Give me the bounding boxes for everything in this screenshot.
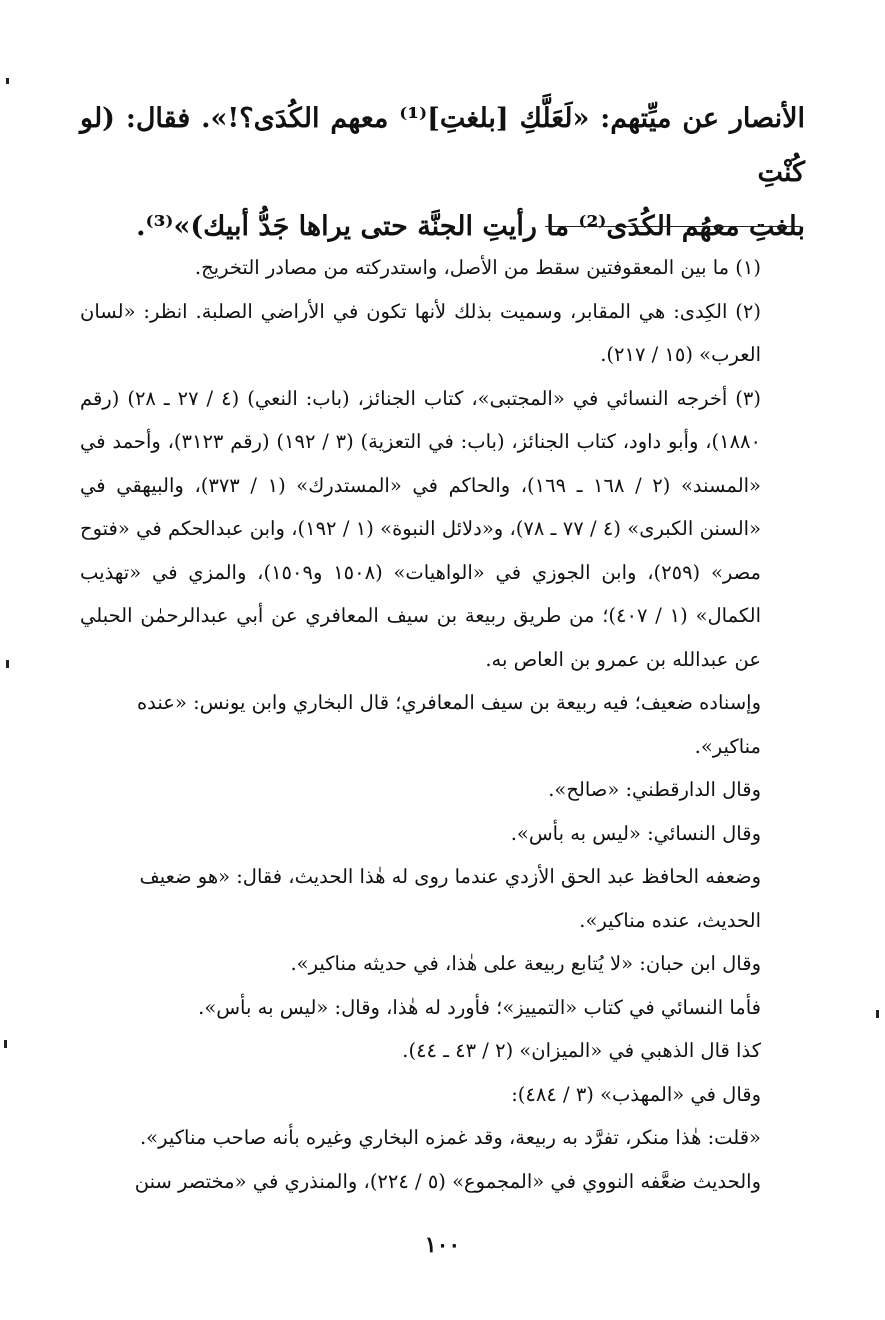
margin-mark	[6, 660, 9, 668]
footnote-paragraph: «قلت: هٰذا منكر، تفرَّد به ربيعة، وقد غمزه البخاري وغيره بأنه صاحب مناكير».	[139, 1126, 761, 1149]
main-line-1: الأنصار عن ميِّتهم: «لَعَلَّكِ [بلغتِ]⁽¹⁾ معهم الكُدَى؟!». فقال: (لو كُنْتِ	[80, 103, 805, 188]
footnote-paragraph: فأما النسائي في كتاب «التمييز»؛ فأورد له هٰذا، وقال: «ليس به بأس».	[198, 995, 761, 1019]
footnote-paragraph: وقال في «المهذب» (٣ / ٤٨٤):	[511, 1082, 761, 1106]
footnote-1: (١) ما بين المعقوفتين سقط من الأصل، واستدركته من مصادر التخريج.	[194, 256, 761, 279]
footnote-paragraph: وضعفه الحافظ عبد الحق الأزدي عندما روى له هٰذا الحديث، فقال: «هو ضعيف الحديث، عنده مناكير».	[139, 865, 761, 932]
footnote-paragraph: والحديث ضعَّفه النووي في «المجموع» (٥ / ٢٢٤)، والمنذري في «مختصر سنن	[134, 1169, 761, 1193]
footnote-paragraph: كذا قال الذهبي في «الميزان» (٢ / ٤٣ ـ ٤٤).	[402, 1039, 761, 1062]
main-body-text	[80, 92, 805, 254]
footnotes-section	[80, 246, 801, 1203]
footnote-2: (٢) الكِدى: هي المقابر، وسميت بذلك لأنها تكون في الأراضي الصلبة. انظر: «لسان العرب» (١٥ / ٢١٧).	[80, 299, 761, 366]
footnote-paragraph: وقال النسائي: «ليس به بأس».	[510, 821, 761, 845]
margin-mark	[876, 1010, 879, 1018]
footnote-paragraph: وقال الدارقطني: «صالح».	[548, 778, 761, 801]
page-number: ١٠٠	[424, 1232, 461, 1258]
margin-mark	[6, 78, 9, 84]
footnote-paragraph: وإسناده ضعيف؛ فيه ربيعة بن سيف المعافري؛ قال البخاري وابن يونس: «عنده مناكير».	[136, 691, 761, 758]
margin-mark	[4, 1040, 7, 1048]
main-line-2: بلغتِ معهُم الكُدَى⁽²⁾ ما رأيتِ الجنَّة حتى يراها جَدُّ أبيك)»⁽³⁾.	[136, 211, 805, 242]
footnote-3: (٣) أخرجه النسائي في «المجتبى»، كتاب الجنائز، (باب: النعي) (٤ / ٢٧ ـ ٢٨) (رقم ١٨٨٠)، وأبو داود، كتاب الجنائز، (باب: في التعزية) (٣ / ١٩٢) (رقم ٣١٢٣)، وأحمد في «المسند» (٢ / ١٦٨ ـ ١٦٩)، والحاكم في «المستدرك» (١ / ٣٧٣)، والبيهقي في «السنن الكبرى» (٤ / ٧٧ ـ ٧٨)، و«دلائل النبوة» (١ / ١٩٢)، وابن عبدالحكم في «فتوح مصر» (٢٥٩)، وابن الجوزي في «الواهيات» (١٥٠٨ و١٥٠٩)، والمزي في «تهذيب الكمال» (١ / ٤٠٧)؛ من طريق ربيعة بن سيف المعافري عن أبي عبدالرحمٰن الحبلي عن عبدالله بن عمرو بن العاص به.	[80, 386, 762, 671]
footnote-paragraph: وقال ابن حبان: «لا يُتابع ربيعة على هٰذا، في حديثه مناكير».	[290, 952, 761, 975]
footnote-separator	[545, 226, 801, 227]
